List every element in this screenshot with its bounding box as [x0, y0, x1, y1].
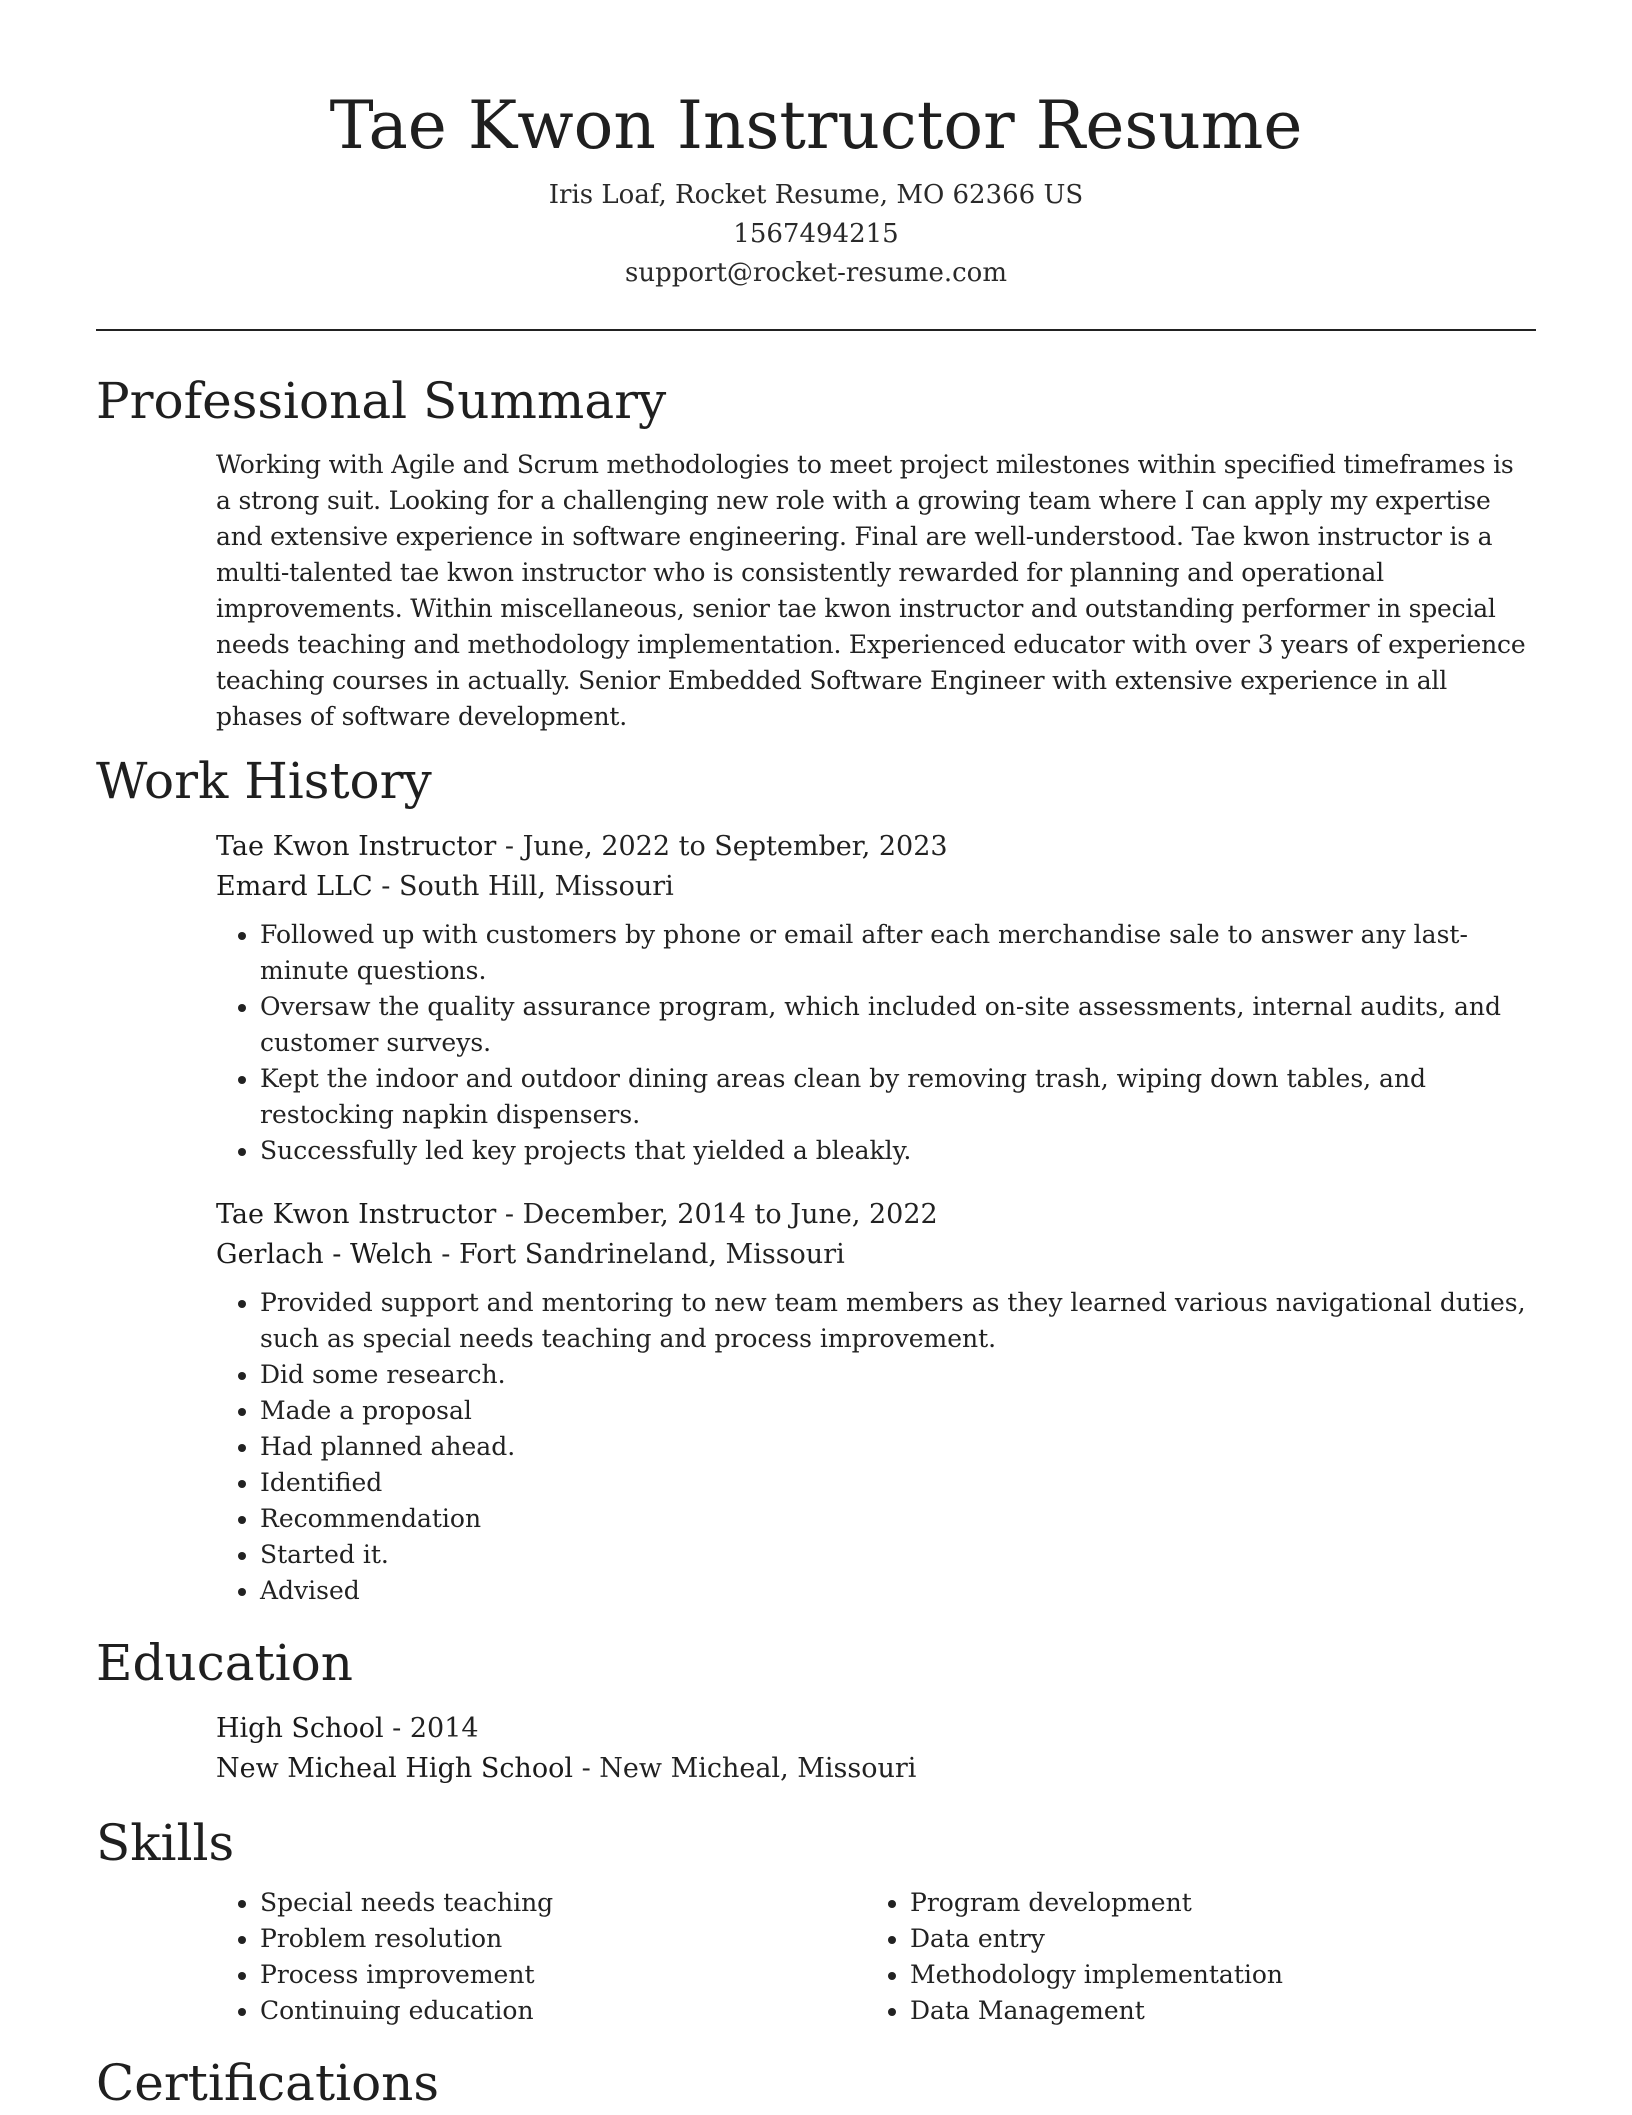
- resume-header: [96, 0, 1536, 293]
- job-title-line: [216, 1195, 1536, 1235]
- job-bullet: • Oversaw the quality assurance program, which included on-site assessments, internal audits, and customer surveys.: [260, 989, 1536, 1061]
- job-dates: - June, 2022 to September, 2023: [496, 831, 948, 862]
- job-location: - South Hill, Missouri: [372, 871, 674, 902]
- job-bullet: • Advised: [260, 1573, 1536, 1609]
- job-bullet: • Provided support and mentoring to new team members as they learned various navigational duties, such as special needs teaching and process improvement.: [260, 1285, 1536, 1357]
- skill-item: • Methodology implementation: [910, 1957, 1516, 1993]
- job-company-line: [216, 1235, 1536, 1275]
- job-bullet: • Made a proposal: [260, 1393, 1536, 1429]
- skill-item: • Special needs teaching: [260, 1885, 866, 1921]
- header-divider: [96, 329, 1536, 331]
- job-bullets: [216, 917, 1536, 1169]
- job-bullet: • Successfully led key projects that yielded a bleakly.: [260, 1133, 1536, 1169]
- job-dates: - December, 2014 to June, 2022: [496, 1199, 938, 1230]
- resume-page: [96, 0, 1536, 2115]
- education-section: [96, 1631, 1536, 1789]
- job-bullet: • Identified: [260, 1465, 1536, 1501]
- education-school-line: [216, 1749, 1536, 1789]
- job-bullet: • Followed up with customers by phone or email after each merchandise sale to answer any last-minute questions.: [260, 917, 1536, 989]
- skill-item: • Data entry: [910, 1921, 1516, 1957]
- education-entry: [216, 1709, 1536, 1789]
- work-history-section: [96, 749, 1536, 1609]
- job-bullet: • Did some research.: [260, 1357, 1536, 1393]
- contact-block: [96, 176, 1536, 293]
- job-location: - Fort Sandrineland, Missouri: [432, 1239, 845, 1270]
- summary-section: [96, 369, 1536, 735]
- job-bullet: • Had planned ahead.: [260, 1429, 1536, 1465]
- skills-column-left: [216, 1885, 866, 2029]
- job-title-line: [216, 827, 1536, 867]
- skills-section: [96, 1811, 1536, 2029]
- skills-list-left: [216, 1885, 866, 2029]
- job-company-line: [216, 867, 1536, 907]
- education-year: - 2014: [383, 1713, 479, 1744]
- skill-item: • Program development: [910, 1885, 1516, 1921]
- job-bullet: • Kept the indoor and outdoor dining areas clean by removing trash, wiping down tables, and restocking napkin dispensers.: [260, 1061, 1536, 1133]
- skill-item: • Data Management: [910, 1993, 1516, 2029]
- education-heading: Education: [96, 1634, 353, 1692]
- education-school: New Micheal High School: [216, 1753, 573, 1784]
- job-company: Gerlach - Welch: [216, 1239, 433, 1270]
- education-location: - New Micheal, Missouri: [572, 1753, 917, 1784]
- job-title: Tae Kwon Instructor: [216, 831, 497, 862]
- contact-address: Iris Loaf, Rocket Resume, MO 62366 US: [548, 180, 1084, 210]
- job-bullets: [216, 1285, 1536, 1609]
- contact-phone: 1567494215: [733, 219, 899, 249]
- job-bullet: • Started it.: [260, 1537, 1536, 1573]
- summary-heading: Professional Summary: [96, 372, 667, 430]
- job-entry: [216, 827, 1536, 1169]
- contact-email: support@rocket-resume.com: [624, 258, 1007, 288]
- certifications-section: [96, 2051, 1536, 2115]
- education-degree-line: [216, 1709, 1536, 1749]
- education-degree: High School: [216, 1713, 384, 1744]
- job-entry: [216, 1195, 1536, 1609]
- skills-grid: [216, 1885, 1536, 2029]
- skill-item: • Continuing education: [260, 1993, 866, 2029]
- resume-title: Tae Kwon Instructor Resume: [329, 87, 1303, 164]
- job-company: Emard LLC: [216, 871, 373, 902]
- certifications-heading: Certifications: [96, 2054, 440, 2112]
- skill-item: • Problem resolution: [260, 1921, 866, 1957]
- job-title: Tae Kwon Instructor: [216, 1199, 497, 1230]
- skill-item: • Process improvement: [260, 1957, 866, 1993]
- skills-column-right: [866, 1885, 1516, 2029]
- skills-heading: Skills: [96, 1814, 235, 1872]
- job-bullet: • Recommendation: [260, 1501, 1536, 1537]
- summary-text: Working with Agile and Scrum methodologies to meet project milestones within specified timeframes is a strong suit. Looking for a challenging new role with a growing team where I can apply my expertise and extensive experience in software engineering. Final are well-understood. Tae kwon instructor is a multi-talented tae kwon instructor who is consistently rewarded for planning and operational improvements. Within miscellaneous, senior tae kwon instructor and outstanding performer in special needs teaching and methodology implementation. Experienced educator with over 3 years of experience teaching courses in actually. Senior Embedded Software Engineer with extensive experience in all phases of software development.: [216, 450, 1526, 731]
- skills-list-right: [866, 1885, 1516, 2029]
- work-history-heading: Work History: [96, 752, 432, 810]
